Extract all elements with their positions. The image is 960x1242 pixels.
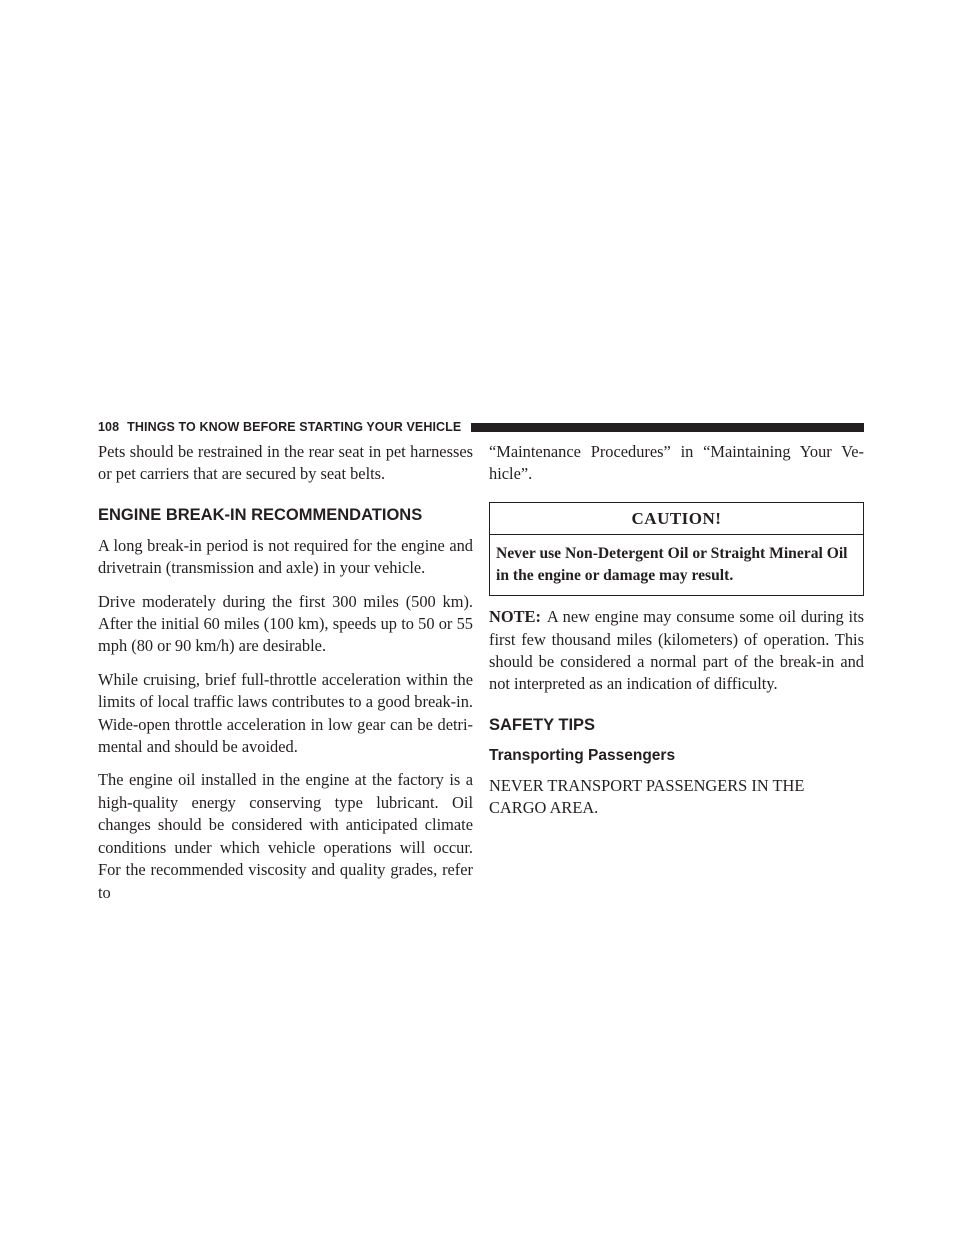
transporting-passengers-heading: Transporting Passengers [489, 746, 676, 764]
section-title: THINGS TO KNOW BEFORE STARTING YOUR VEHICLE [127, 420, 462, 434]
break-in-paragraph-3: While cruising, brief full-throttle acceleration within the limits of local traffic laws contributes to a good break-in. Wide-open throttle acceleration in low gear can be detri-mental and should be avoided. [98, 669, 473, 757]
safety-tips-heading: SAFETY TIPS [489, 715, 596, 734]
pets-paragraph: Pets should be restrained in the rear seat in pet harnesses or pet carriers that are secured by seat belts. [98, 442, 473, 484]
note-paragraph [489, 606, 864, 696]
header-rule [471, 423, 864, 432]
break-in-heading: ENGINE BREAK-IN RECOMMENDATIONS [98, 505, 423, 524]
page-header [98, 419, 864, 435]
caution-title: CAUTION! [490, 503, 863, 535]
note-label: NOTE: [489, 607, 541, 627]
continuation-paragraph: “Maintenance Procedures” in “Maintaining Your Ve-hicle”. [489, 442, 864, 484]
right-column [489, 441, 864, 831]
caution-text: Never use Non-Detergent Oil or Straight Mineral Oil in the engine or damage may result. [496, 545, 848, 585]
page-number: 108 [98, 420, 120, 434]
break-in-paragraph-4: The engine oil installed in the engine at the factory is a high-quality energy conserving type lubricant. Oil changes should be considered with anticipated climate conditions under which vehicle operations will occur. For the recommended viscosity and quality grades, refer to [98, 770, 473, 902]
cargo-warning-paragraph: NEVER TRANSPORT PASSENGERS IN THE CARGO AREA. [489, 775, 805, 818]
break-in-paragraph-2: Drive moderately during the first 300 miles (500 km). After the initial 60 miles (100 km), speeds up to 50 or 55 mph (80 or 90 km/h) are desirable. [98, 591, 473, 656]
break-in-paragraph-1: A long break-in period is not required for the engine and drivetrain (transmission and axle) in your vehicle. [98, 535, 473, 578]
left-column [98, 441, 473, 915]
note-text: A new engine may consume some oil during its first few thousand miles (kilometers) of operation. This should be considered a normal part of the break-in and not interpreted as an indication of difficulty. [489, 607, 864, 694]
caution-box [489, 502, 864, 596]
